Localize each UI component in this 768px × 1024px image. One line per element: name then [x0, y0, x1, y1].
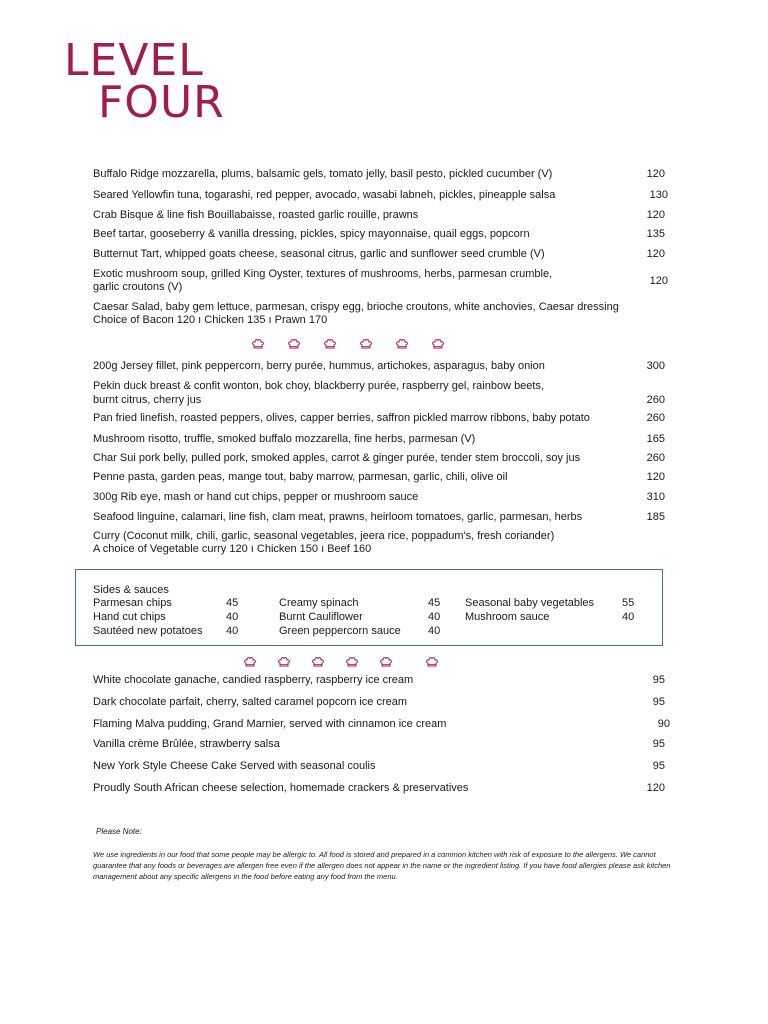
side-item-price: 55 — [622, 597, 635, 609]
menu-item-description-line: garlic croutons (V) — [93, 281, 183, 293]
section-divider — [244, 657, 462, 668]
side-item-price: 40 — [622, 611, 635, 623]
menu-item-price: 120 — [646, 168, 665, 180]
chef-hat-icon — [432, 339, 444, 350]
menu-item — [93, 248, 673, 261]
side-item — [279, 597, 441, 610]
menu-item-description: Mushroom risotto, truffle, smoked buffalo mozzarella, fine herbs, parmesan (V) — [93, 433, 476, 445]
menu-item-description: Penne pasta, garden peas, mange tout, baby marrow, parmesan, garlic, chili, olive oil — [93, 471, 508, 483]
brand-logo-line2: FOUR — [98, 77, 225, 128]
side-item — [465, 611, 635, 624]
menu-item-description: Vanilla crème Brûlée, strawberry salsa — [93, 738, 280, 750]
menu-item-price: 95 — [652, 674, 665, 686]
side-item-name: Sautéed new potatoes — [93, 625, 203, 637]
menu-item — [93, 228, 673, 241]
menu-item — [93, 380, 673, 407]
menu-item-price: 95 — [652, 738, 665, 750]
menu-item-price: 120 — [649, 275, 668, 287]
menu-item — [93, 760, 673, 773]
menu-item-price: 95 — [652, 696, 665, 708]
side-item-name: Green peppercorn sauce — [279, 625, 401, 637]
chef-hat-icon — [252, 339, 264, 350]
chef-hat-icon — [312, 657, 324, 668]
menu-item-description: Proudly South African cheese selection, homemade crackers & preservatives — [93, 782, 469, 794]
side-item-price: 40 — [226, 625, 239, 637]
menu-item-description: Butternut Tart, whipped goats cheese, seasonal citrus, garlic and sunflower seed crumble (V) — [93, 248, 545, 260]
menu-item-price: 310 — [646, 491, 665, 503]
side-item-name: Hand cut chips — [93, 611, 166, 623]
menu-item — [93, 674, 673, 687]
side-item-name: Parmesan chips — [93, 597, 172, 609]
menu-item-price: 130 — [649, 189, 668, 201]
menu-item-price: 185 — [646, 511, 665, 523]
menu-item-description: 300g Rib eye, mash or hand cut chips, pepper or mushroom sauce — [93, 491, 419, 503]
menu-item — [93, 696, 673, 709]
menu-item-description: Flaming Malva pudding, Grand Marnier, served with cinnamon ice cream — [93, 718, 447, 730]
menu-item-description: Buffalo Ridge mozzarella, plums, balsamic gels, tomato jelly, basil pesto, pickled cucumber (V) — [93, 168, 553, 180]
chef-hat-icon — [346, 657, 358, 668]
menu-item-description-line: Pekin duck breast & confit wonton, bok choy, blackberry purée, raspberry gel, rainbow beets, — [93, 380, 545, 392]
side-item-price: 40 — [428, 611, 441, 623]
chef-hat-icon — [380, 657, 392, 668]
side-item-name: Burnt Cauliflower — [279, 611, 363, 623]
menu-item-description: Beef tartar, gooseberry & vanilla dressing, pickles, spicy mayonnaise, quail eggs, popcorn — [93, 228, 530, 240]
menu-item-price: 260 — [646, 412, 665, 424]
menu-item-price: 260 — [646, 452, 665, 464]
side-item — [465, 597, 635, 610]
menu-item-description-line: Curry (Coconut milk, chili, garlic, seasonal vegetables, jeera rice, poppadum's, fresh coriander) — [93, 530, 555, 542]
menu-item-description: White chocolate ganache, candied raspberry, raspberry ice cream — [93, 674, 414, 686]
menu-item — [93, 452, 673, 465]
side-item — [93, 611, 239, 624]
menu-item-price: 135 — [646, 228, 665, 240]
menu-item-description-line: A choice of Vegetable curry 120 ı Chicken 150 ı Beef 160 — [93, 543, 372, 555]
menu-item-description: Seafood linguine, calamari, line fish, clam meat, prawns, heirloom tomatoes, garlic, parmesan, herbs — [93, 511, 583, 523]
menu-item — [93, 209, 673, 222]
menu-item-description-line: Choice of Bacon 120 ı Chicken 135 ı Prawn 170 — [93, 314, 328, 326]
menu-item-description: Seared Yellowfin tuna, togarashi, red pepper, avocado, wasabi labneh, pickles, pineapple salsa — [93, 189, 556, 201]
menu-item-price: 120 — [646, 209, 665, 221]
chef-hat-icon — [396, 339, 408, 350]
menu-item-description: New York Style Cheese Cake Served with seasonal coulis — [93, 760, 376, 772]
menu-item — [93, 412, 673, 425]
menu-item-description-line: Caesar Salad, baby gem lettuce, parmesan, crispy egg, brioche croutons, white anchovies, Caesar dressing — [93, 301, 619, 313]
sides-and-sauces-box — [75, 569, 663, 646]
allergen-note-label: Please Note: — [96, 827, 142, 836]
menu-item — [93, 301, 673, 327]
menu-item-description: Dark chocolate parfait, cherry, salted caramel popcorn ice cream — [93, 696, 408, 708]
sides-title: Sides & sauces — [93, 584, 169, 596]
menu-item-price: 165 — [646, 433, 665, 445]
menu-item — [93, 782, 673, 795]
menu-item-description-line: Exotic mushroom soup, grilled King Oyster, textures of mushrooms, herbs, parmesan crumble, — [93, 268, 553, 280]
menu-item-price: 260 — [646, 394, 665, 406]
side-item-name: Mushroom sauce — [465, 611, 550, 623]
chef-hat-icon — [360, 339, 372, 350]
menu-item — [93, 511, 673, 524]
side-item — [93, 597, 239, 610]
chef-hat-icon — [426, 657, 438, 668]
menu-item — [93, 189, 673, 202]
menu-item — [93, 268, 673, 294]
brand-logo-line1: LEVEL — [64, 35, 204, 86]
menu-item — [93, 168, 673, 181]
menu-item-price: 300 — [646, 360, 665, 372]
menu-item-description: 200g Jersey fillet, pink peppercorn, berry purée, hummus, artichokes, asparagus, baby onion — [93, 360, 545, 372]
menu-item-description: Char Sui pork belly, pulled pork, smoked apples, carrot & ginger purée, tender stem broccoli, soy jus — [93, 452, 581, 464]
chef-hat-icon — [278, 657, 290, 668]
side-item-price: 40 — [428, 625, 441, 637]
menu-item — [93, 491, 673, 504]
menu-item-description: Pan fried linefish, roasted peppers, olives, capper berries, saffron pickled marrow ribbons, baby potato — [93, 412, 590, 424]
menu-item — [93, 718, 673, 731]
side-item-price: 45 — [428, 597, 441, 609]
menu-item-price: 120 — [646, 782, 665, 794]
side-item — [279, 611, 441, 624]
menu-item — [93, 360, 673, 373]
chef-hat-icon — [324, 339, 336, 350]
menu-item-price: 90 — [657, 718, 670, 730]
menu-item — [93, 433, 673, 446]
brand-logo — [64, 35, 264, 128]
chef-hat-icon — [244, 657, 256, 668]
menu-item-price: 120 — [646, 248, 665, 260]
side-item-price: 45 — [226, 597, 239, 609]
menu-item — [93, 738, 673, 751]
menu-item-description-line: burnt citrus, cherry jus — [93, 394, 202, 406]
allergen-note-text: We use ingredients in our food that some people may be allergic to. All food is stored and prepared in a common kitchen with risk of exposure to the allergens. We cannot guarantee that any foods or beverages are allergen free even if the allergen does not appear in the name or the ingredient listing. If you have food allergies please ask kitchen management about any specific allergens in the food before eating any food from the menu. — [93, 850, 671, 881]
side-item — [93, 625, 239, 638]
side-item-price: 40 — [226, 611, 239, 623]
menu-item-description: Crab Bisque & line fish Bouillabaisse, roasted garlic rouille, prawns — [93, 209, 419, 221]
menu-item-price: 120 — [646, 471, 665, 483]
section-divider — [252, 339, 468, 350]
side-item-name: Seasonal baby vegetables — [465, 597, 595, 609]
menu-item — [93, 471, 673, 484]
menu-item-price: 95 — [652, 760, 665, 772]
side-item — [279, 625, 441, 638]
menu-item — [93, 530, 673, 556]
chef-hat-icon — [288, 339, 300, 350]
side-item-name: Creamy spinach — [279, 597, 359, 609]
